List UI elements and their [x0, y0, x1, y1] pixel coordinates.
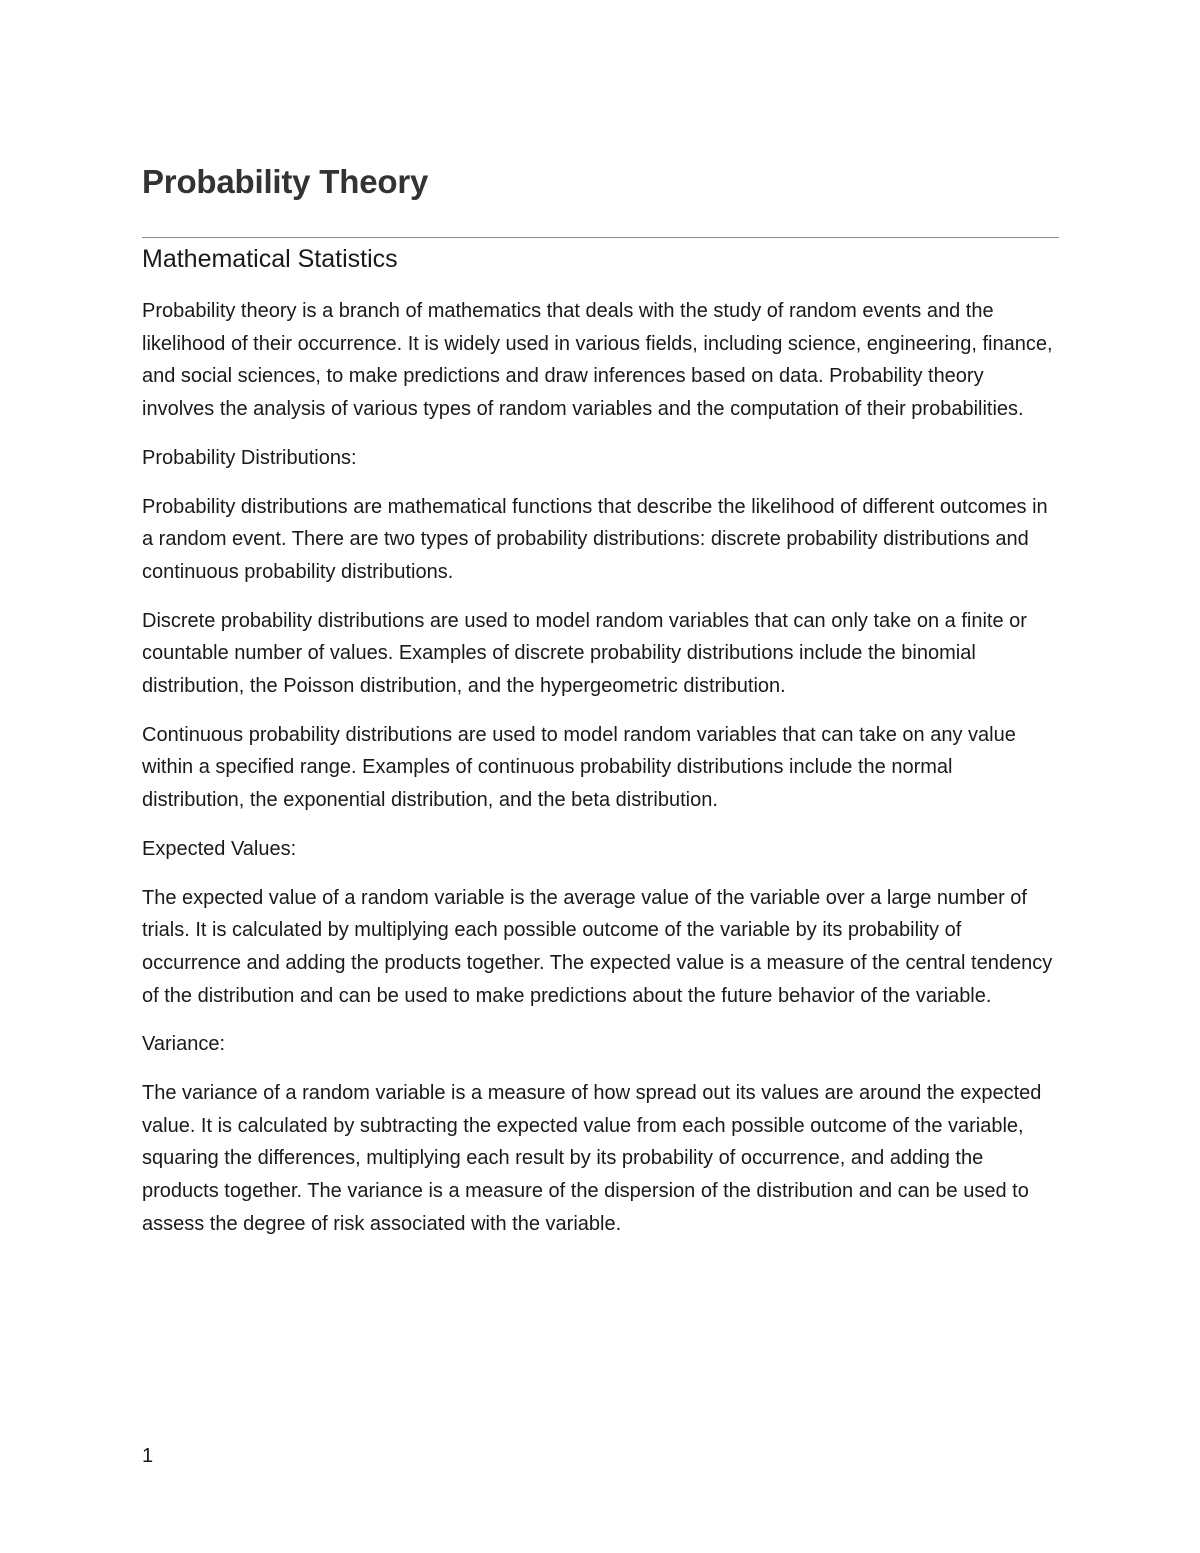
- body-text: [142, 295, 1060, 1257]
- paragraph-expected-values: The expected value of a random variable is the average value of the variable over a large number of trials. It is calculated by multiplying each possible outcome of the variable by its probability of occurrence and adding the products together. The expected value is a measure of the central tendency of the distribution and can be used to make predictions about the future behavior of the variable.: [142, 886, 1053, 1007]
- paragraph-variance: The variance of a random variable is a measure of how spread out its values are around the expected value. It is calculated by subtracting the expected value from each possible outcome of the variable, squaring the differences, multiplying each result by its probability of occurrence, and adding the products together. The variance is a measure of the dispersion of the distribution and can be used to assess the degree of risk associated with the variable.: [142, 1082, 1042, 1235]
- intro-paragraph: Probability theory is a branch of mathematics that deals with the study of random events and the likelihood of their occurrence. It is widely used in various fields, including science, engineering, finance, and social sciences, to make predictions and draw inferences based on data. Probability theory involves the analysis of various types of random variables and the computation of their probabilities.: [142, 300, 1053, 421]
- section-heading-distributions: Probability Distributions:: [142, 446, 357, 469]
- page-title: Probability Theory: [142, 163, 429, 200]
- section-subtitle: Mathematical Statistics: [142, 245, 398, 273]
- section-heading-expected-values: Expected Values:: [142, 837, 297, 860]
- paragraph-continuous: Continuous probability distributions are used to model random variables that can take on any value within a specified range. Examples of continuous probability distributions include the normal distribution, the exponential distribution, and the beta distribution.: [142, 723, 1016, 812]
- page-number: 1: [142, 1445, 154, 1467]
- title-divider: [142, 237, 1059, 238]
- paragraph-distributions: Probability distributions are mathematical functions that describe the likelihood of different outcomes in a random event. There are two types of probability distributions: discrete probability distributions and continuous probability distributions.: [142, 495, 1048, 583]
- paragraph-discrete: Discrete probability distributions are used to model random variables that can only take on a finite or countable number of values. Examples of discrete probability distributions include the binomial distribution, the Poisson distribution, and the hypergeometric distribution.: [142, 609, 1027, 698]
- section-heading-variance: Variance:: [142, 1033, 226, 1056]
